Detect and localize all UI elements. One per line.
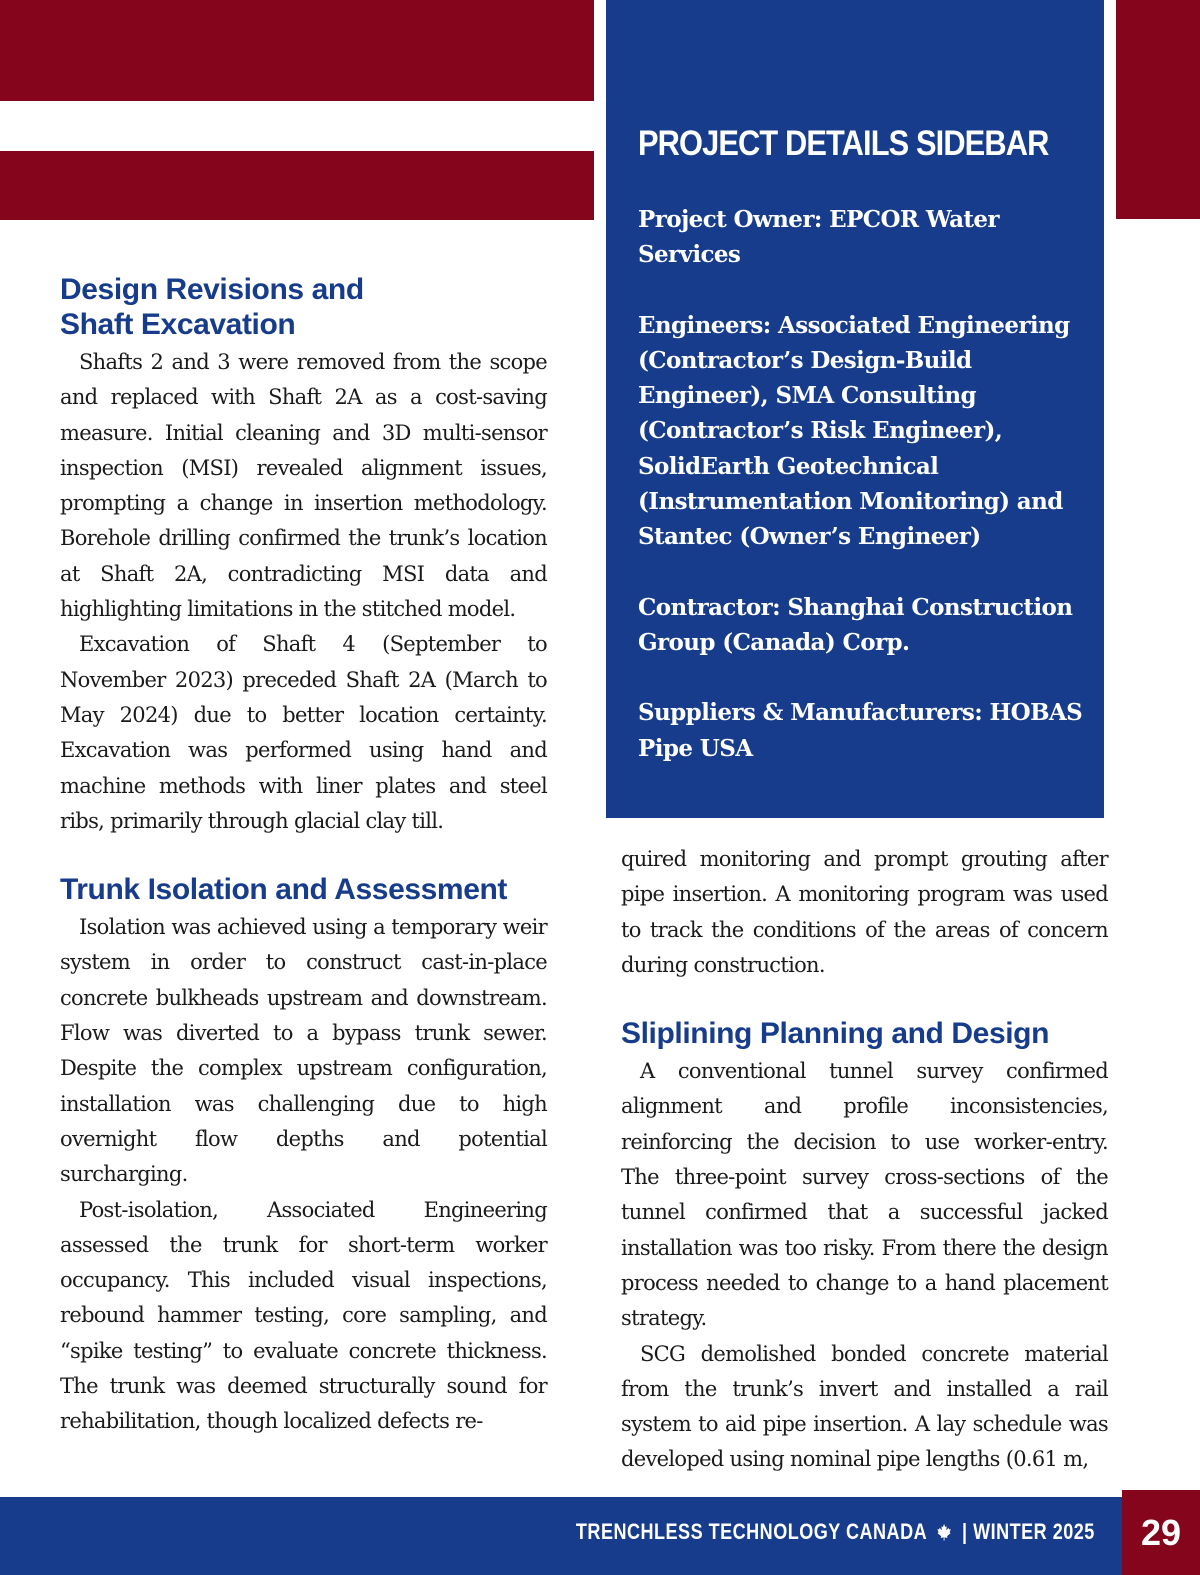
left-column [60, 272, 547, 1440]
paragraph: Excavation of Shaft 4 (September to November 2023) preceded Shaft 2A (March to May 2024) due to better location certainty. Excavation was performed using hand and machine methods with liner plates and steel ribs, primarily through glacial clay till. [60, 632, 547, 833]
paragraph: Shafts 2 and 3 were removed from the scope and replaced with Shaft 2A as a cost-saving measure. Initial cleaning and 3D multi-sensor inspection (MSI) revealed alignment issues, prompting a change in insertion methodology. Borehole drilling confirmed the trunk’s location at Shaft 2A, contradicting MSI data and highlighting limitations in the stitched model. [60, 350, 547, 622]
paragraph-continuation: quired monitoring and prompt grouting after pipe insertion. A monitoring program was used to track the conditions of the areas of concern during construction. [621, 847, 1108, 977]
page-number: 29 [1140, 1511, 1182, 1553]
mid-left-red-band [0, 151, 594, 220]
top-right-red-band [1116, 0, 1200, 219]
top-left-red-band [0, 0, 594, 101]
heading-trunk-isolation: Trunk Isolation and Assessment [60, 873, 508, 907]
footer-publication: TRENCHLESS TECHNOLOGY CANADA [576, 1519, 927, 1544]
paragraph: Post-isolation, Associated Engineering assessed the trunk for short-term worker occupancy. This included visual inspections, rebound hammer testing, core sampling, and “spike testing” to evaluate concrete thickness. The trunk was deemed structurally sound for rehabilitation, though localized defects re- [60, 1197, 547, 1434]
footer-publication-line [576, 1518, 1095, 1546]
heading-sliplining: Sliplining Planning and Design [621, 1017, 1050, 1051]
page-number-box [1122, 1490, 1200, 1575]
sidebar-title: PROJECT DETAILS SIDEBAR [638, 124, 1049, 163]
paragraph: A conventional tunnel survey confirmed alignment and profile inconsistencies, reinforcing the decision to use worker-entry. The three-point survey cross-sections of the tunnel confirmed that a successful jacked installation was too risky. From there the design process needed to change to a hand placement strategy. [621, 1059, 1108, 1331]
footer-issue: | WINTER 2025 [962, 1519, 1095, 1544]
heading-design-revisions: Design Revisions and Shaft Excavation [60, 273, 364, 341]
sidebar-item-suppliers: Suppliers & Manufacturers: HOBAS Pipe USA [638, 699, 1083, 762]
sidebar-item-engineers: Engineers: Associated Engineering (Contractor’s Design-Build Engineer), SMA Consulting (Contractor’s Risk Engineer), SolidEarth Geotechnical (Instrumentation Monitoring) and Stantec (Owner’s Engineer) [638, 311, 1070, 551]
paragraph: Isolation was achieved using a temporary weir system in order to construct cast-in-place concrete bulkheads upstream and downstream. Flow was diverted to a bypass trunk sewer. Despite the complex upstream configuration, installation was challenging due to high overnight flow depths and potential surcharging. [60, 915, 547, 1187]
sidebar-item-contractor: Contractor: Shanghai Construction Group (Canada) Corp. [638, 593, 1073, 656]
paragraph: SCG demolished bonded concrete material from the trunk’s invert and installed a rail system to aid pipe insertion. A lay schedule was developed using nominal pipe lengths (0.61 m, [621, 1341, 1108, 1472]
sidebar-item-owner: Project Owner: EPCOR Water Services [638, 206, 999, 269]
maple-leaf-icon [937, 1518, 952, 1546]
project-details-sidebar [606, 0, 1104, 818]
right-column [621, 842, 1108, 1478]
